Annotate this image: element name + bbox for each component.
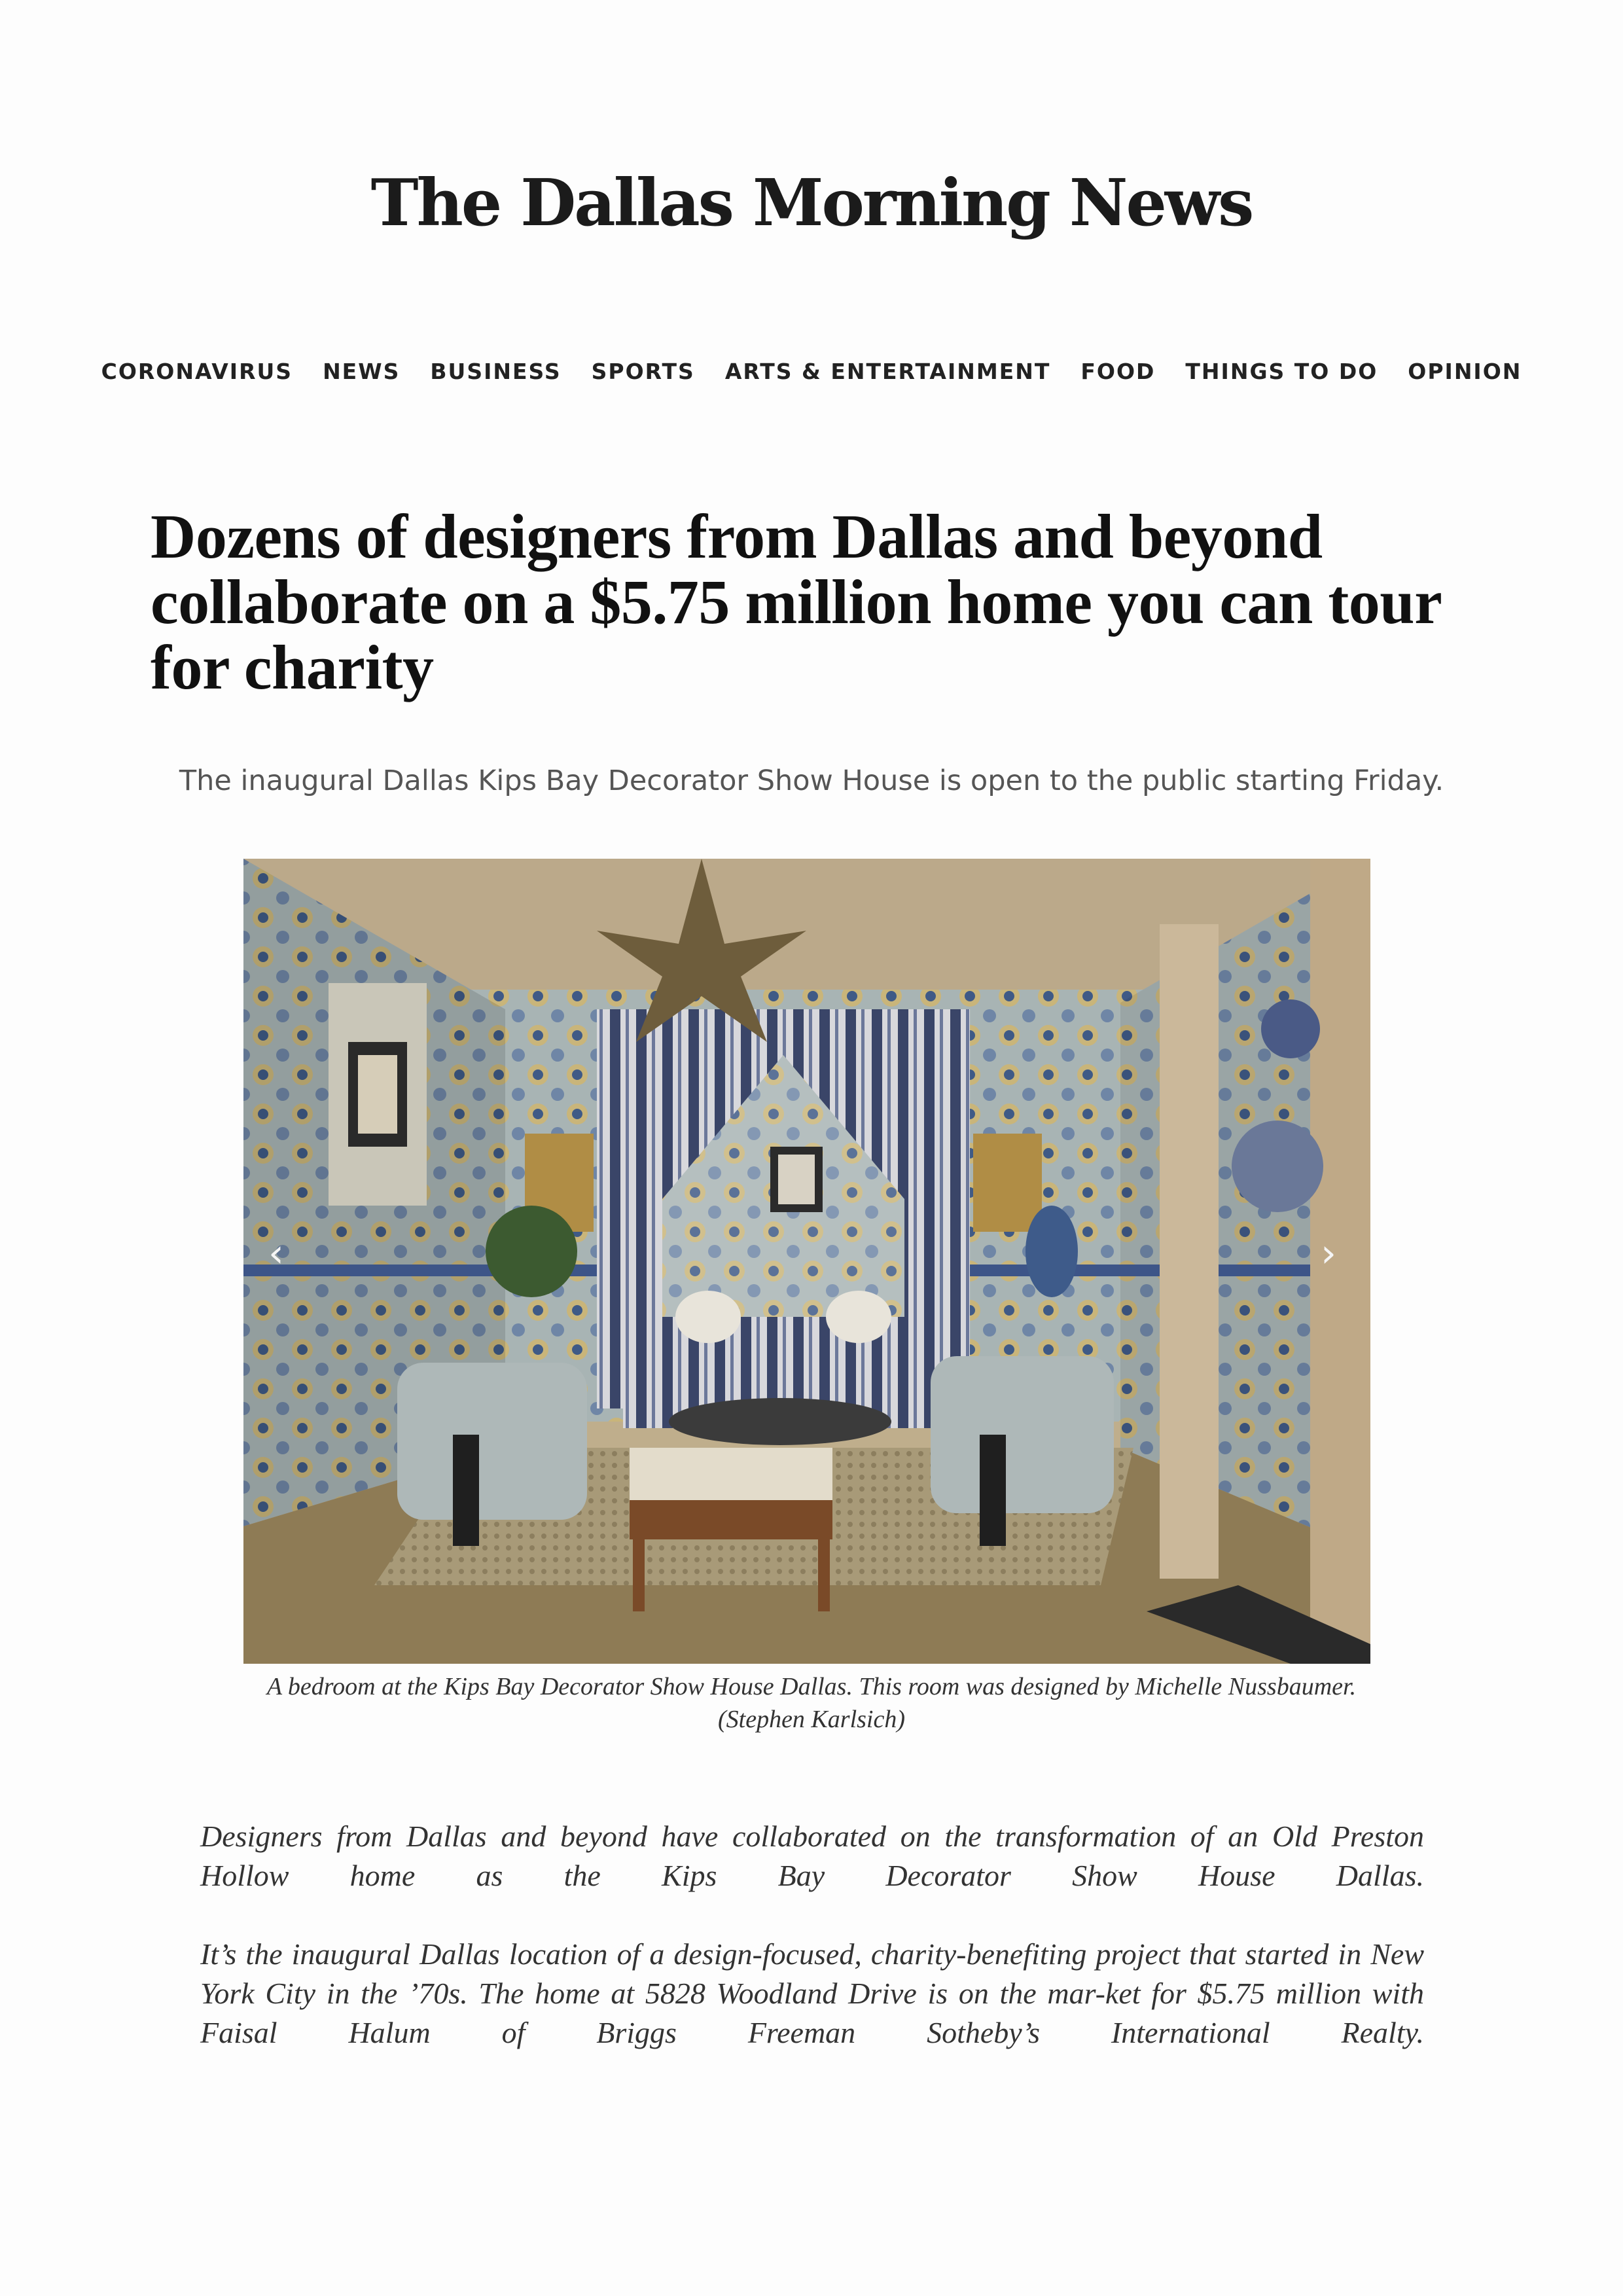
nav-item-news[interactable]: NEWS	[323, 359, 401, 384]
article-paragraph: Designers from Dallas and beyond have collaborated on the transformation of an Old Preston Hollow home as the Kips Bay Decorator Show House Dallas.	[200, 1820, 1424, 1892]
masthead-logo[interactable]: The Dallas Morning News	[370, 166, 1253, 241]
nav-item-sports[interactable]: SPORTS	[591, 359, 695, 384]
nav-item-things-to-do[interactable]: THINGS TO DO	[1185, 359, 1378, 384]
photo-caption	[196, 1670, 1427, 1736]
nav-item-arts-entertainment[interactable]: ARTS & ENTERTAINMENT	[724, 359, 1051, 384]
nav-item-opinion[interactable]: OPINION	[1408, 359, 1522, 384]
photo-caption-text: A bedroom at the Kips Bay Decorator Show House Dallas. This room was designed by Michelle Nussbaumer.	[266, 1673, 1357, 1700]
nav-item-business[interactable]: BUSINESS	[430, 359, 562, 384]
article-subhead: The inaugural Dallas Kips Bay Decorator Show House is open to the public starting Friday.	[179, 764, 1444, 797]
article-photo[interactable]	[243, 859, 1370, 1664]
main-nav	[0, 359, 1623, 384]
nav-item-food[interactable]: FOOD	[1080, 359, 1156, 384]
photo-credit: (Stephen Karlsich)	[717, 1706, 905, 1733]
article-headline: Dozens of designers from Dallas and beyond collaborate on a $5.75 million home you can tour for charity	[151, 501, 1441, 702]
article-paragraph: It’s the inaugural Dallas location of a design-focused, charity-benefiting project that started in New York City in the ’70s. The home at 5828 Woodland Drive is on the mar-ket for $5.75 million with Faisal Halum of Briggs Freeman Sotheby’s International Realty.	[200, 1937, 1424, 2049]
carousel-next-button[interactable]: ›	[1321, 1230, 1336, 1276]
nav-item-coronavirus[interactable]: CORONAVIRUS	[101, 359, 293, 384]
carousel-prev-button[interactable]: ‹	[268, 1230, 284, 1276]
